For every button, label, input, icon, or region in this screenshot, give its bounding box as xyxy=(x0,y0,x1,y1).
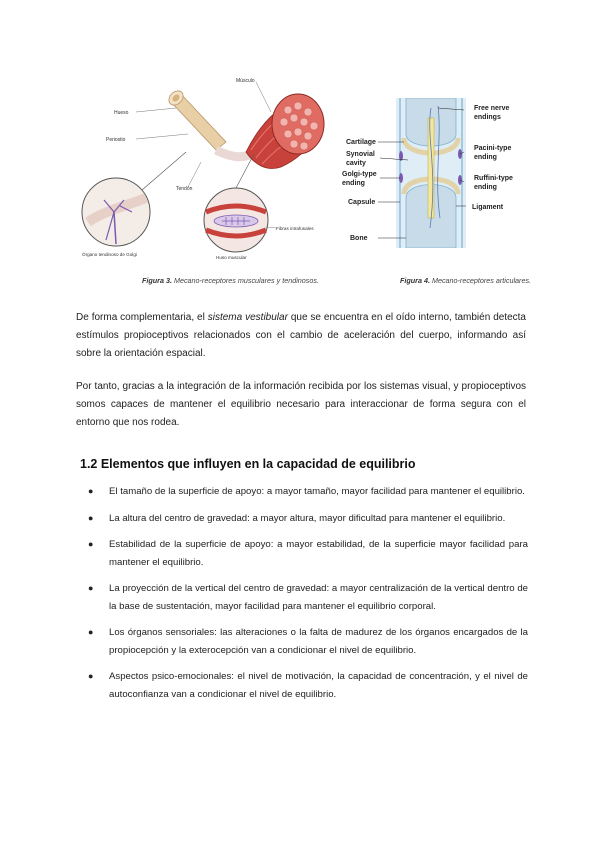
label-free-nerve: Free nerve xyxy=(474,105,510,112)
label-tendon: Tendón xyxy=(176,186,193,192)
figure-3-caption-text: Mecano-receptores musculares y tendinosos. xyxy=(171,276,319,285)
label-synovial-cavity: cavity xyxy=(346,160,366,167)
figure-4-svg xyxy=(338,98,528,248)
section-heading: 1.2 Elementos que influyen en la capacidad de equilibrio xyxy=(80,457,416,471)
paragraph-integration: Por tanto, gracias a la integración de la información recibida por los sistemas visual, y propioceptivos somos capaces de mantener el equilibrio necesario para interaccionar de forma segura con el entorno que nos rodea. xyxy=(76,381,526,428)
label-periostio: Periostio xyxy=(106,137,126,143)
list-item xyxy=(88,624,528,659)
muscle-drawing xyxy=(246,94,324,169)
figure-3-caption xyxy=(142,276,319,285)
list-item-text: Los órganos sensoriales: las alteraciones o la falta de madurez de los órganos encargados de la propiocepción y la exterocepción van a condicionar el nivel de equilibrio. xyxy=(109,627,528,656)
golgi-organ-zoom xyxy=(82,152,186,246)
joint-drawing xyxy=(396,98,466,248)
bullet-icon: ● xyxy=(88,671,94,681)
list-item xyxy=(88,668,528,703)
paragraph-1-text-b: que se encuentra en el oído interno, también detecta estímulos propioceptivos relacionados con el cambio de aceleración del cuerpo, informando así sobre la orientación espacial. xyxy=(76,312,526,359)
bullet-icon: ● xyxy=(88,486,94,496)
list-item xyxy=(88,510,528,528)
label-pacini: Pacini-type xyxy=(474,145,512,152)
figure-4-caption-text: Mecano-receptores articulares. xyxy=(429,276,532,285)
list-item-text: La altura del centro de gravedad: a mayor altura, mayor dificultad para mantener el equilibrio. xyxy=(109,512,506,524)
list-item-text: El tamaño de la superficie de apoyo: a mayor tamaño, mayor facilidad para mantener el equilibrio. xyxy=(109,486,525,497)
label-golgi-ending: ending xyxy=(342,180,365,187)
list-item xyxy=(88,580,528,615)
muscle-spindle-zoom xyxy=(204,154,268,252)
figure-4-caption-label: Figura 4. xyxy=(400,276,430,285)
label-capsule: Capsule xyxy=(348,199,376,206)
equilibrium-factors-list xyxy=(88,483,528,712)
label-cartilage: Cartilage xyxy=(346,139,376,146)
label-hueso: Hueso xyxy=(114,110,129,116)
bullet-icon: ● xyxy=(88,583,94,593)
figure-4-caption xyxy=(400,276,531,285)
label-ligament: Ligament xyxy=(472,204,504,211)
label-huso-muscular: Huso muscular xyxy=(216,255,247,260)
list-item-text: La proyección de la vertical del centro de gravedad: a mayor centralización de la vertical dentro de la base de sustentación, mayor facilidad para mantener el equilibrio corporal. xyxy=(109,583,528,612)
bone-drawing xyxy=(166,88,226,150)
label-organo-golgi: Órgano tendinoso de Golgi xyxy=(82,252,137,257)
list-item xyxy=(88,536,528,571)
paragraph-vestibular-system xyxy=(76,309,526,363)
list-item-text: Estabilidad de la superficie de apoyo: a mayor estabilidad, de la superficie mayor facilidad para mantener el equilibrio. xyxy=(109,539,528,568)
figure-3-caption-label: Figura 3. xyxy=(142,276,172,285)
label-synovial: Synovial xyxy=(346,151,375,158)
label-golgi-type: Golgi-type xyxy=(342,171,377,178)
figure-3-svg xyxy=(76,72,326,262)
label-fibras-intrafusales: Fibras intrafusales xyxy=(276,226,314,231)
paragraph-1-emphasis: sistema vestibular xyxy=(207,312,288,323)
figure-3-muscle-tendon-illustration xyxy=(76,72,326,262)
label-ruffini: Ruffini-type xyxy=(474,175,513,182)
list-item-text: Aspectos psico-emocionales: el nivel de motivación, la capacidad de concentración, y el nivel de autoconfianza van a condicionar el nivel de equilibrio. xyxy=(109,671,528,700)
bullet-icon: ● xyxy=(88,512,94,523)
bullet-icon: ● xyxy=(88,539,94,549)
bullet-icon: ● xyxy=(88,627,94,637)
label-pacini-ending: ending xyxy=(474,154,497,161)
label-musculo: Músculo xyxy=(236,78,255,84)
paragraph-1-text-a: De forma complementaria, el xyxy=(76,312,208,323)
label-ruffini-ending: ending xyxy=(474,184,497,191)
list-item xyxy=(88,483,528,501)
label-bone: Bone xyxy=(350,235,368,242)
label-free-nerve-endings: endings xyxy=(474,114,501,121)
figure-4-joint-illustration xyxy=(338,98,528,248)
